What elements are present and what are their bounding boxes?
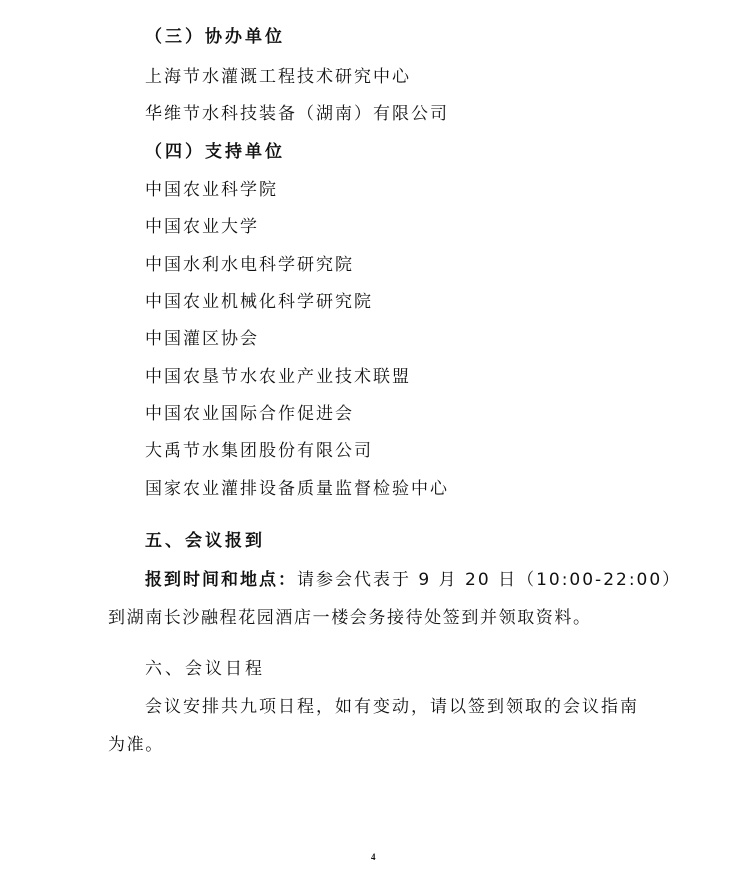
supporter-item: 中国灌区协会 (145, 329, 259, 349)
section-four-heading: （四）支持单位 (145, 142, 285, 162)
registration-label: 报到时间和地点： (145, 570, 297, 590)
supporter-item: 国家农业灌排设备质量监督检验中心 (145, 479, 449, 499)
supporter-item: 中国水利水电科学研究院 (145, 255, 354, 275)
schedule-paragraph-line2: 为准。 (108, 735, 164, 755)
registration-text: 请参会代表于 9 月 20 日（10:00-22:00） (297, 570, 682, 590)
section-five-heading: 五、会议报到 (145, 531, 265, 551)
registration-paragraph-line2: 到湖南长沙融程花园酒店一楼会务接待处签到并领取资料。 (108, 608, 592, 628)
page-number: 4 (371, 852, 376, 862)
schedule-paragraph-line1: 会议安排共九项日程，如有变动，请以签到领取的会议指南 (145, 697, 639, 717)
supporter-item: 中国农业国际合作促进会 (145, 404, 354, 424)
supporter-item: 中国农业科学院 (145, 180, 278, 200)
section-six-heading: 六、会议日程 (145, 659, 265, 679)
organizer-item: 华维节水科技装备（湖南）有限公司 (145, 104, 449, 124)
section-three-heading: （三）协办单位 (145, 27, 285, 47)
supporter-item: 中国农业机械化科学研究院 (145, 292, 373, 312)
supporter-item: 中国农垦节水农业产业技术联盟 (145, 367, 411, 387)
organizer-item: 上海节水灌溉工程技术研究中心 (145, 67, 411, 87)
supporter-item: 中国农业大学 (145, 217, 259, 237)
registration-paragraph-line1 (145, 565, 681, 590)
supporter-item: 大禹节水集团股份有限公司 (145, 441, 373, 461)
